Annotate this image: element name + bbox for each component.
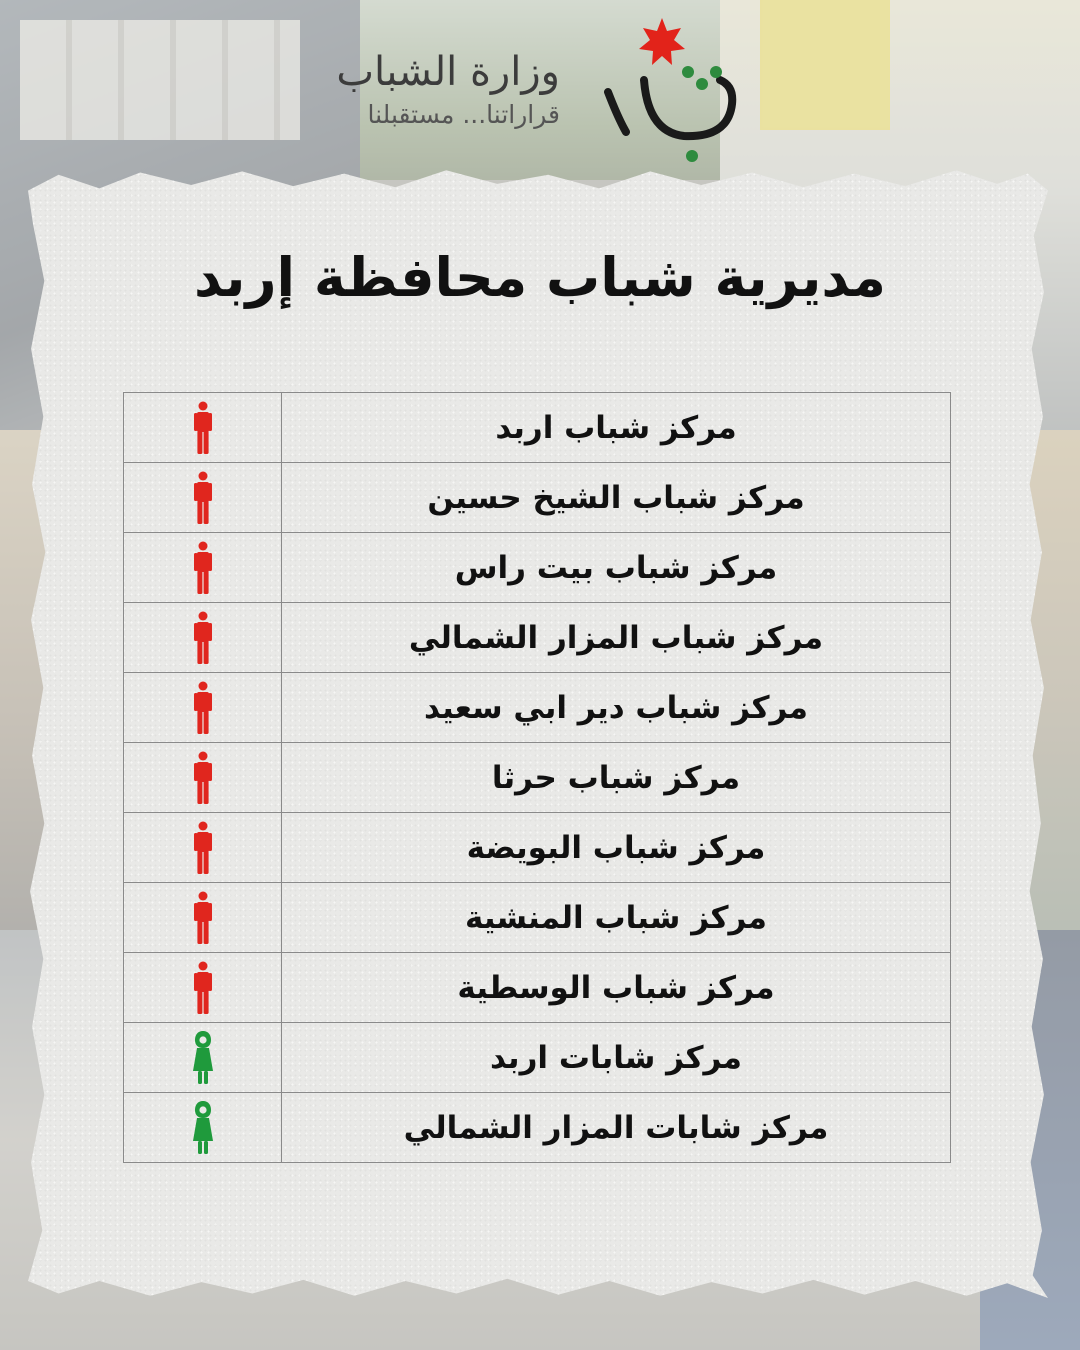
- male-figure-icon: [194, 907, 212, 926]
- gender-icon-cell: [124, 603, 282, 673]
- female-figure-icon: [192, 1047, 214, 1066]
- youth-centers-table: [123, 392, 951, 1163]
- center-name: مركز شباب اربد: [282, 393, 951, 463]
- table-row: [124, 393, 951, 463]
- gender-icon-cell: [124, 1023, 282, 1093]
- table-row: [124, 1093, 951, 1163]
- center-name: مركز شابات المزار الشمالي: [282, 1093, 951, 1163]
- gender-icon-cell: [124, 1093, 282, 1163]
- male-figure-icon: [194, 487, 212, 506]
- center-name: مركز شابات اربد: [282, 1023, 951, 1093]
- center-name: مركز شباب بيت راس: [282, 533, 951, 603]
- male-figure-icon: [194, 557, 212, 576]
- gender-icon-cell: [124, 393, 282, 463]
- center-name: مركز شباب دير ابي سعيد: [282, 673, 951, 743]
- male-figure-icon: [194, 627, 212, 646]
- center-name: مركز شباب البويضة: [282, 813, 951, 883]
- table-row: [124, 603, 951, 673]
- male-figure-icon: [194, 767, 212, 786]
- table-row: [124, 673, 951, 743]
- star-icon: [639, 18, 685, 65]
- gender-icon-cell: [124, 743, 282, 813]
- female-figure-icon: [192, 1117, 214, 1136]
- page-title: مديرية شباب محافظة إربد: [193, 246, 886, 309]
- ministry-name: وزارة الشباب: [336, 49, 560, 95]
- center-name: مركز شباب الوسطية: [282, 953, 951, 1023]
- table-row: [124, 953, 951, 1023]
- male-figure-icon: [194, 697, 212, 716]
- gender-icon-cell: [124, 673, 282, 743]
- ministry-logo-icon: [596, 14, 746, 164]
- male-figure-icon: [194, 977, 212, 996]
- ministry-tagline: قراراتنا... مستقبلنا: [367, 100, 560, 129]
- table-row: [124, 883, 951, 953]
- gender-icon-cell: [124, 953, 282, 1023]
- center-name: مركز شباب المزار الشمالي: [282, 603, 951, 673]
- gender-icon-cell: [124, 813, 282, 883]
- male-figure-icon: [194, 837, 212, 856]
- table-row: [124, 533, 951, 603]
- gender-icon-cell: [124, 463, 282, 533]
- center-name: مركز شباب حرثا: [282, 743, 951, 813]
- table-row: [124, 1023, 951, 1093]
- table-row: [124, 463, 951, 533]
- gender-icon-cell: [124, 533, 282, 603]
- center-name: مركز شباب الشيخ حسين: [282, 463, 951, 533]
- gender-icon-cell: [124, 883, 282, 953]
- table-row: [124, 743, 951, 813]
- table-row: [124, 813, 951, 883]
- male-figure-icon: [194, 417, 212, 436]
- center-name: مركز شباب المنشية: [282, 883, 951, 953]
- ministry-brand: [300, 50, 560, 129]
